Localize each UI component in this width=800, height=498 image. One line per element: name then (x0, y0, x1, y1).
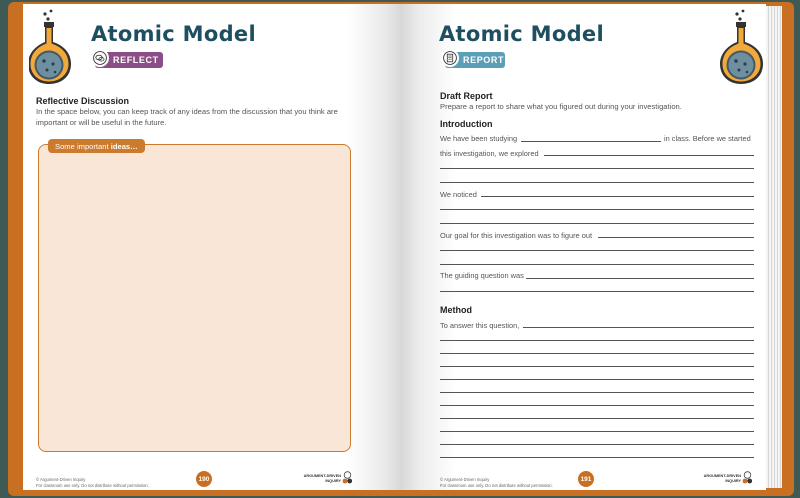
answer-line[interactable] (440, 250, 754, 251)
answer-line[interactable] (440, 264, 754, 265)
section-heading: Draft Report (440, 91, 493, 101)
document-icon (441, 49, 459, 67)
flask-icon (29, 6, 75, 86)
studying-prompt: We have been studying (440, 134, 518, 143)
introduction-heading: Introduction (440, 119, 493, 129)
footer-text: © Argument-Driven Inquiry For classroom use only. Do not distribute without permission. (36, 477, 149, 488)
answer-line[interactable] (440, 379, 754, 380)
answer-line[interactable] (440, 209, 754, 210)
answer-line[interactable] (481, 196, 754, 197)
answer-line[interactable] (440, 431, 754, 432)
answer-line[interactable] (440, 444, 754, 445)
answer-line[interactable] (521, 141, 661, 142)
adi-logo: ARGUMENT-DRIVEN INQUIRY (703, 474, 741, 483)
studying-suffix: in class. Before we started (664, 134, 751, 143)
speech-bubbles-icon (91, 49, 109, 67)
footer-text: © Argument-Driven Inquiry For classroom use only. Do not distribute without permission. (440, 477, 553, 488)
answer-line[interactable] (440, 291, 754, 292)
report-tag (445, 52, 505, 68)
right-page (401, 4, 766, 490)
noticed-prompt: We noticed (440, 190, 477, 199)
adi-logo-icon (342, 471, 353, 485)
page-number: 190 (196, 471, 212, 487)
page-stack (766, 6, 782, 488)
answer-line[interactable] (440, 392, 754, 393)
explored-prompt: this investigation, we explored (440, 149, 539, 158)
answer-prompt: To answer this question, (440, 321, 520, 330)
reflect-tag-label: REFLECT (113, 55, 159, 65)
ideas-label: Some important ideas… (48, 139, 145, 153)
ideas-writing-area[interactable] (38, 144, 351, 452)
answer-line[interactable] (440, 182, 754, 183)
answer-line[interactable] (440, 405, 754, 406)
reflect-tag (95, 52, 163, 68)
adi-logo-icon (742, 471, 753, 485)
answer-line[interactable] (526, 278, 754, 279)
answer-line[interactable] (598, 237, 754, 238)
answer-line[interactable] (440, 418, 754, 419)
answer-line[interactable] (523, 327, 754, 328)
page-title: Atomic Model (439, 22, 604, 46)
method-heading: Method (440, 305, 472, 315)
flask-icon (719, 6, 765, 86)
answer-line[interactable] (440, 353, 754, 354)
intro-text: In the space below, you can keep track of any ideas from the discussion that you think are important or will be useful in the future. (36, 107, 338, 127)
report-tag-label: REPORT (463, 55, 505, 65)
answer-line[interactable] (544, 155, 754, 156)
answer-line[interactable] (440, 340, 754, 341)
intro-text: Prepare a report to share what you figured out during your investigation. (440, 102, 682, 111)
answer-line[interactable] (440, 168, 754, 169)
answer-line[interactable] (440, 366, 754, 367)
page-title: Atomic Model (91, 22, 256, 46)
answer-line[interactable] (440, 223, 754, 224)
answer-line[interactable] (440, 457, 754, 458)
adi-logo: ARGUMENT-DRIVEN INQUIRY (303, 474, 341, 483)
section-heading: Reflective Discussion (36, 96, 130, 106)
left-page (23, 4, 401, 490)
guiding-prompt: The guiding question was (440, 271, 524, 280)
goal-prompt: Our goal for this investigation was to figure out (440, 231, 592, 240)
page-number: 191 (578, 471, 594, 487)
